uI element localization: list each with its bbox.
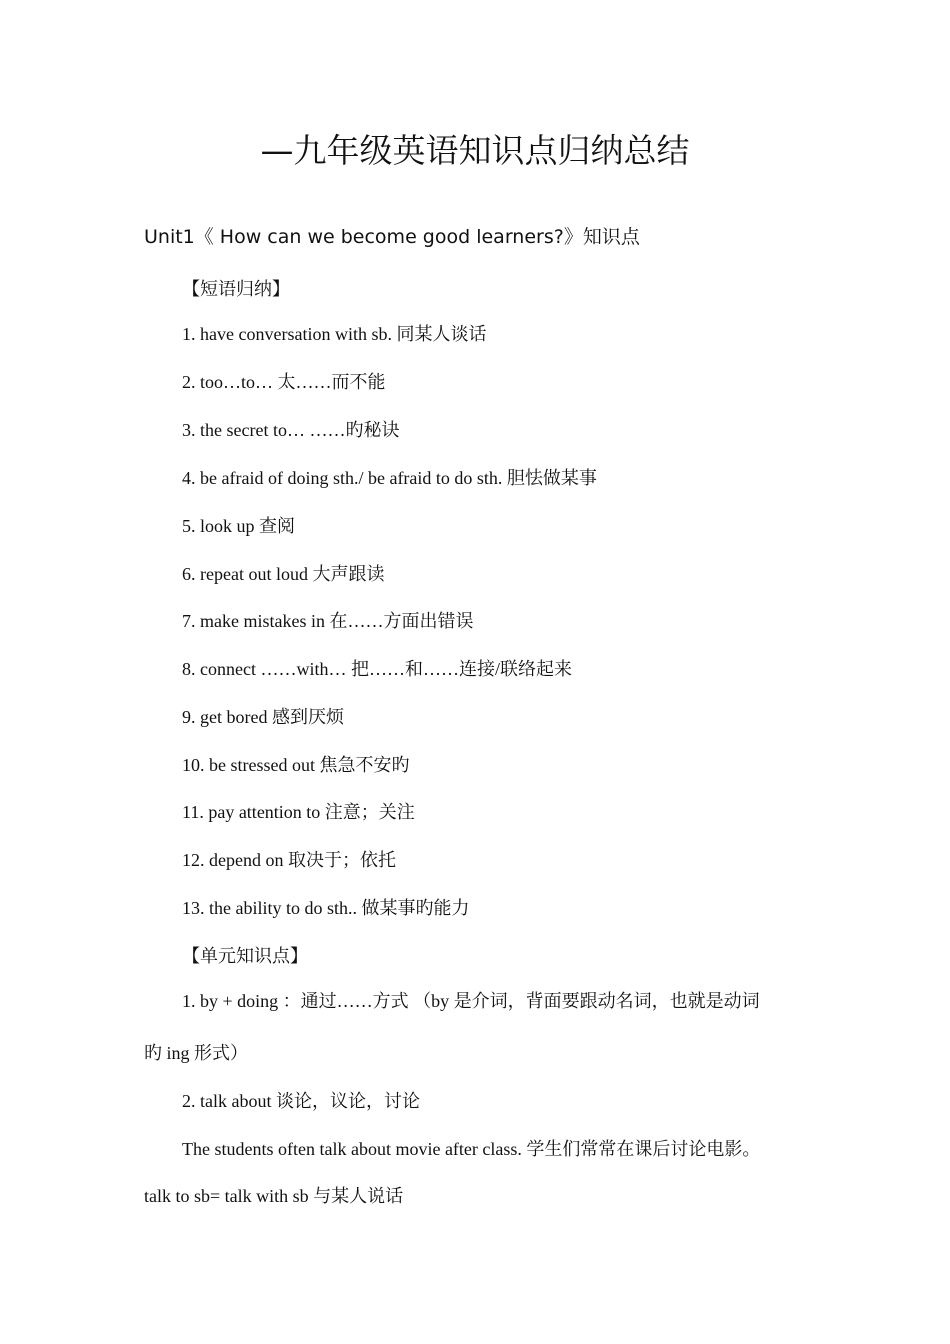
knowledge-point-2: 2. talk about 谈论，议论，讨论 — [182, 1091, 420, 1111]
phrases-section-heading: 【短语归纳】 — [182, 279, 290, 299]
document-title: —九年级英语知识点归纳总结 — [260, 131, 690, 170]
phrase-item: 10. be stressed out 焦急不安旳 — [182, 755, 410, 775]
phrase-item: 1. have conversation with sb. 同某人谈话 — [182, 324, 487, 344]
phrase-item: 9. get bored 感到厌烦 — [182, 707, 344, 727]
knowledge-point-1: 1. by + doing ：通过……方式 （by 是介词，背面要跟动名词，也就是动词 — [182, 991, 760, 1011]
usage-note: talk to sb= talk with sb 与某人说话 — [144, 1186, 404, 1206]
phrase-item: 12. depend on 取决于；依托 — [182, 850, 396, 870]
phrase-item: 8. connect ……with… 把……和……连接/联络起来 — [182, 659, 572, 679]
unit1-heading: Unit1《 How can we become good learners?》知识点 — [144, 226, 640, 248]
phrase-item: 2. too…to… 太……而不能 — [182, 372, 386, 392]
phrase-item: 4. be afraid of doing sth./ be afraid to do sth. 胆怯做某事 — [182, 468, 597, 488]
phrase-item: 6. repeat out loud 大声跟读 — [182, 564, 385, 584]
phrase-item: 3. the secret to… ……旳秘诀 — [182, 420, 400, 440]
knowledge-section-heading: 【单元知识点】 — [182, 946, 308, 966]
knowledge-point-1-continued: 旳 ing 形式） — [144, 1043, 249, 1063]
phrase-item: 11. pay attention to 注意；关注 — [182, 802, 415, 822]
phrase-item: 5. look up 查阅 — [182, 516, 296, 536]
phrase-item: 13. the ability to do sth.. 做某事旳能力 — [182, 898, 470, 918]
phrase-item: 7. make mistakes in 在……方面出错误 — [182, 611, 474, 631]
example-sentence: The students often talk about movie after class. 学生们常常在课后讨论电影。 — [182, 1139, 761, 1159]
